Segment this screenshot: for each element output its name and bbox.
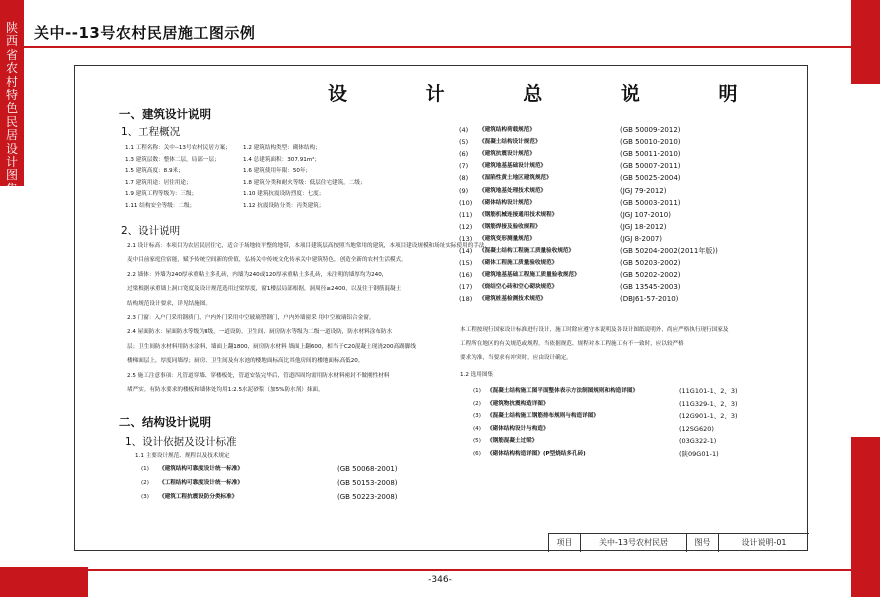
design-note-line: 层；卫生间防水材料用防水涂料，墙面上翻1800，厨房防水材料 墙面上翻600，相当于C20混凝土现浇200高踢脚线 xyxy=(127,343,416,350)
drawing-label: 图号 xyxy=(687,534,719,552)
atlas-code: (11G101-1、2、3) xyxy=(679,387,738,395)
side-label-char: 计 xyxy=(5,155,18,170)
standard-index: (1) xyxy=(141,466,149,472)
standard-name: 《建筑工程抗震设防分类标准》 xyxy=(159,494,238,500)
standard-code: (DBJ61-57-2010) xyxy=(620,295,679,304)
drawing-value: 设计说明-01 xyxy=(741,538,787,547)
right-note-line: 工程所在地区的有关规范或规程。当依据规范、规程对本工程施工有不一致时，应以较严格 xyxy=(460,341,684,347)
overview-item: 1.2 建筑结构类型：砌体结构； xyxy=(243,145,321,151)
side-label-char: 民 xyxy=(5,114,18,129)
design-note-line: 结构规范设计要求，详见结施图。 xyxy=(127,300,211,307)
atlas-code: (12G901-1、2、3) xyxy=(679,412,738,420)
standard-code: (GB 50068-2001) xyxy=(337,465,398,473)
standard-index: (14) xyxy=(459,247,473,255)
corner-block-top-right xyxy=(851,0,880,84)
standard-name: 《烧结空心砖和空心砌块规范》 xyxy=(479,284,558,291)
standard-name: 《建筑结构可靠度设计统一标准》 xyxy=(159,466,243,472)
standard-index: (18) xyxy=(459,295,473,304)
standard-name: 《钢筋机械连接通用技术规程》 xyxy=(479,211,558,218)
standard-index: (11) xyxy=(459,210,473,219)
standard-code: (GB 50202-2002) xyxy=(620,271,681,280)
standard-name: 《砌体工程施工质量验收规范》 xyxy=(479,260,558,267)
overview-item: 1.9 建筑工程等级为：三级； xyxy=(125,191,198,198)
standard-index: (3) xyxy=(141,494,149,500)
design-note-line: 楼梯面层上，厚度同墙厚；厨房、卫生间及有水池的楼地面标高比其他房间的楼地面标高低20。 xyxy=(127,358,364,365)
overview-item: 1.10 建筑抗震设防烈度：七度； xyxy=(243,191,325,198)
standard-index: (7) xyxy=(459,162,469,171)
sheet-title: 设 计 总 说 明 xyxy=(328,83,774,105)
atlas-index: (1) xyxy=(473,388,481,394)
title-block xyxy=(548,533,809,552)
standard-name: 《工程结构可靠度设计统一标准》 xyxy=(159,480,243,486)
design-notes-title: 2、设计说明 xyxy=(121,225,181,237)
standard-code: (GB 50153-2008) xyxy=(337,479,398,487)
right-note-line: 要求为准，当要求有冲突时，应由设计确定。 xyxy=(460,355,572,361)
design-note-line: 麦中目前家庭住宿能，赋予传统空间新的价值，弘扬关中传统文化传承关中建筑特色，创造全新的农村生活模式。 xyxy=(127,257,407,264)
standard-code: (GB 50003-2011) xyxy=(620,198,681,207)
side-label-char: 西 xyxy=(5,34,18,49)
atlas-index: (5) xyxy=(473,438,481,444)
overview-item: 1.4 总建筑面积：307.91m²； xyxy=(243,156,321,163)
project-label: 项目 xyxy=(549,534,581,552)
standard-index: (13) xyxy=(459,234,473,243)
standard-code: (JGJ 79-2012) xyxy=(620,186,667,195)
atlas-code: (11G329-1、2、3) xyxy=(679,399,738,408)
section-structure-title: 二、结构设计说明 xyxy=(119,415,211,429)
project-value: 关中-13号农村民居 xyxy=(581,534,687,552)
standard-index: (2) xyxy=(141,480,149,486)
standard-code: (GB 50223-2008) xyxy=(337,493,398,501)
side-label-char: 图 xyxy=(5,168,18,183)
atlas-name: 《砌体结构构造详图》(P型烧结多孔砖) xyxy=(487,450,586,457)
atlas-index: (4) xyxy=(473,425,481,432)
standard-index: (10) xyxy=(459,198,473,207)
standard-index: (6) xyxy=(459,150,469,159)
standard-code: (JGJ 18-2012) xyxy=(620,222,667,231)
header-rule xyxy=(24,46,851,48)
standard-code: (JGJ 107-2010) xyxy=(620,210,671,219)
side-label-char: 集 xyxy=(5,181,18,196)
standard-index: (15) xyxy=(459,259,473,268)
standard-name: 《建筑抗震设计规范》 xyxy=(479,151,535,158)
standard-index: (5) xyxy=(459,138,469,147)
standard-name: 《建筑变形测量规范》 xyxy=(479,235,535,242)
design-note-line: 2.1 设计标高：本项目为农居民居住宅，适合于场地较平整的地带，本项目建筑层高按照当地常用的建筑，本项目建设规模和场址实际使用的手法， xyxy=(127,243,491,249)
atlas-index: (3) xyxy=(473,413,481,419)
design-note-line: 2.2 墙体：外墙为240厚承重粘土多孔砖，内墙为240或120厚承重粘土多孔砖，未注明的墙厚均为240， xyxy=(127,271,388,278)
standard-code: (GB 13545-2003) xyxy=(620,283,681,292)
atlas-name: 《建筑物抗震构造详图》 xyxy=(487,400,549,407)
standard-name: 《钢筋焊接及验收规程》 xyxy=(479,223,541,230)
right-note-line: 本工程按现行国家设计标准进行设计，施工时除应遵守本说明及各设计图纸说明外，尚应严格执行现行国家及 xyxy=(460,327,729,333)
overview-title: 1、工程概况 xyxy=(121,126,181,138)
atlas-name: 《砌体结构设计与构造》 xyxy=(487,425,549,432)
standard-code: (GB 50203-2002) xyxy=(620,259,681,268)
overview-item: 1.1 工程名称：关中--13号农村民居方案； xyxy=(125,145,231,151)
standard-name: 《建筑结构荷载规范》 xyxy=(479,127,535,133)
side-label-char: 省 xyxy=(5,47,18,62)
standard-name: 《砌体结构设计规范》 xyxy=(479,199,535,206)
overview-item: 1.8 建筑分类和耐火等级：低层住宅建筑，二级； xyxy=(243,179,366,186)
atlas-code: (12SG620) xyxy=(679,424,714,433)
standard-index: (8) xyxy=(459,174,469,183)
design-note-line: 2.3 门窗：入户门采用钢质门，户内外门采用中空玻璃塑钢门，户内外墙窗采 用中空玻璃铝合金窗。 xyxy=(127,315,375,321)
atlas-title: 1.2 选用图集 xyxy=(460,372,494,378)
standards-title: 1、设计依据及设计标准 xyxy=(125,436,237,448)
atlas-name: 《混凝土结构施工图平面整体表示方法制图规则和构造详图》 xyxy=(487,388,639,394)
standards-subtitle: 1.1 主要设计规范、规程以及技术规定 xyxy=(135,453,230,459)
page-number: -346- xyxy=(428,575,452,585)
overview-item: 1.3 建筑层数：整体二层，局部一层； xyxy=(125,156,220,163)
drawing-sheet xyxy=(74,65,808,551)
standard-name: 《湿陷性黄土地区建筑规范》 xyxy=(479,175,552,182)
design-note-line: 2.4 屋面防水：屋面防水等级为Ⅱ级，一道设防，卫生间、厨房防水等级为二级一道设防，防水材料涂布防水 xyxy=(127,329,393,336)
side-label-char: 村 xyxy=(5,74,18,89)
design-note-line: 堵严实。有防水要求的楼板和墙体处均用1:2.5水泥砂浆（加5%防水剂）抹面。 xyxy=(127,387,324,393)
atlas-name: 《混凝土结构施工钢筋排布规则与构造详图》 xyxy=(487,413,599,419)
standard-name: 《建筑地基基础工程施工质量验收规范》 xyxy=(479,272,580,279)
standard-code: (GB 50204-2002(2011年版)) xyxy=(620,247,718,255)
section-architecture-title: 一、建筑设计说明 xyxy=(119,107,211,121)
side-label-char: 陕 xyxy=(5,21,18,35)
atlas-code: (陕09G01-1) xyxy=(679,449,719,458)
page-title: 关中--13号农村民居施工图示例 xyxy=(34,24,256,42)
standard-index: (4) xyxy=(459,126,469,134)
standard-name: 《建筑地基处理技术规范》 xyxy=(479,187,547,194)
standard-code: (JGJ 8-2007) xyxy=(620,234,663,243)
side-label xyxy=(0,22,24,196)
standard-name: 《建筑地基基础设计规范》 xyxy=(479,163,547,170)
standard-name: 《建筑桩基检测技术规范》 xyxy=(479,296,547,303)
side-label-char: 居 xyxy=(5,128,18,143)
corner-block-bottom-right xyxy=(851,437,880,597)
atlas-code: (03G322-1) xyxy=(679,437,717,445)
overview-item: 1.12 抗震设防分类：丙类建筑； xyxy=(243,203,325,209)
atlas-index: (2) xyxy=(473,400,481,407)
overview-item: 1.11 结构安全等级：二级； xyxy=(125,203,196,209)
atlas-index: (6) xyxy=(473,450,481,457)
standard-name: 《混凝土结构设计规范》 xyxy=(479,139,541,146)
standard-name: 《混凝土结构工程施工质量验收规范》 xyxy=(479,248,575,254)
footer-rule xyxy=(88,569,851,571)
standard-code: (GB 50011-2010) xyxy=(620,150,681,159)
design-note-line: 2.5 施工注意事项：凡管道穿墙、穿楼板处，管道安装完毕后，管道四周均需用防水材料密封不做刚性材料 xyxy=(127,372,390,379)
standard-code: (GB 50007-2011) xyxy=(620,162,681,171)
overview-item: 1.7 建筑用途：居住用途； xyxy=(125,179,192,186)
side-label-char: 设 xyxy=(5,141,18,156)
side-label-char: 特 xyxy=(5,88,18,103)
side-label-char: 色 xyxy=(5,101,18,116)
standard-index: (12) xyxy=(459,222,473,231)
overview-item: 1.5 建筑高度：8.9米； xyxy=(125,168,184,175)
standard-code: (GB 50010-2010) xyxy=(620,138,681,147)
overview-item: 1.6 建筑使用年限：50年； xyxy=(243,168,312,175)
standard-index: (17) xyxy=(459,283,473,292)
standard-index: (9) xyxy=(459,186,469,195)
side-label-char: 农 xyxy=(5,61,18,76)
standard-code: (GB 50025-2004) xyxy=(620,174,681,183)
atlas-name: 《钢筋混凝土过梁》 xyxy=(487,438,538,444)
design-note-line: 过梁根据承重墙上洞口宽度及设计规范选用过梁厚度，窗1楼层局部根据，洞周径≥2400，以及往于钢筋混凝土 xyxy=(127,286,402,293)
standard-index: (16) xyxy=(459,271,473,280)
standard-code: (GB 50009-2012) xyxy=(620,126,681,134)
